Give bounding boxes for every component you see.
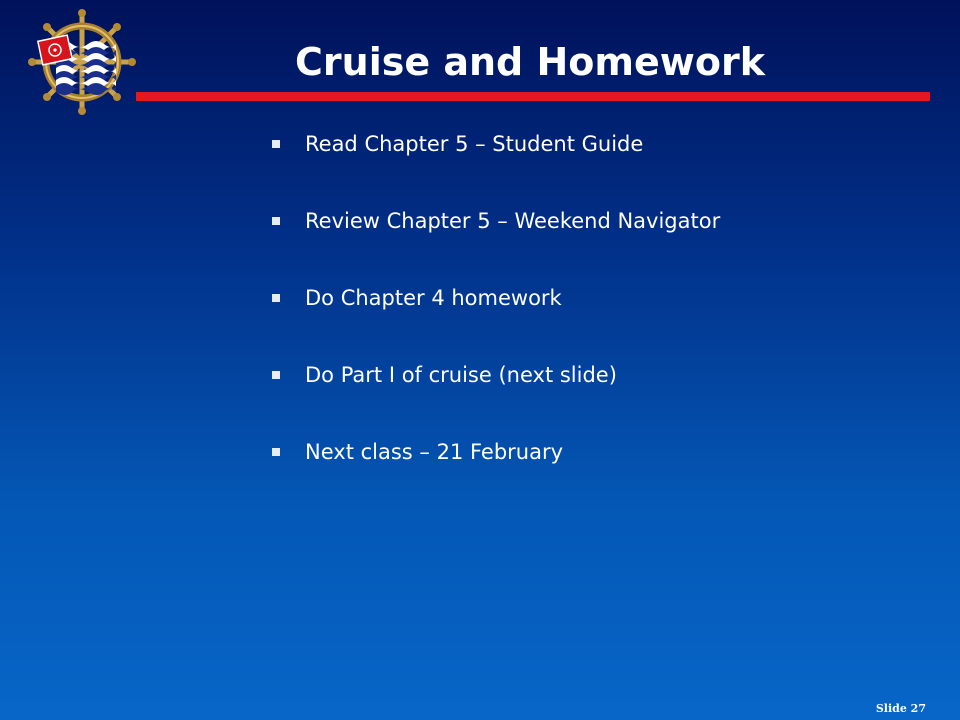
title-accent-rule bbox=[136, 92, 930, 101]
bullet-text: Review Chapter 5 – Weekend Navigator bbox=[305, 209, 721, 233]
slide-title: Cruise and Homework bbox=[295, 40, 765, 84]
square-bullet-icon bbox=[272, 294, 280, 302]
bullet-text: Do Part I of cruise (next slide) bbox=[305, 363, 617, 387]
square-bullet-icon bbox=[272, 371, 280, 379]
bullet-text: Next class – 21 February bbox=[305, 440, 564, 464]
square-bullet-icon bbox=[272, 448, 280, 456]
list-item bbox=[272, 128, 720, 205]
bullet-list bbox=[272, 128, 720, 513]
bullet-text: Do Chapter 4 homework bbox=[305, 286, 562, 310]
list-item bbox=[272, 205, 720, 282]
bullet-text: Read Chapter 5 – Student Guide bbox=[305, 132, 644, 156]
list-item bbox=[272, 436, 720, 513]
list-item bbox=[272, 282, 720, 359]
square-bullet-icon bbox=[272, 217, 280, 225]
list-item bbox=[272, 359, 720, 436]
slide-number: Slide 27 bbox=[875, 702, 926, 715]
square-bullet-icon bbox=[272, 140, 280, 148]
